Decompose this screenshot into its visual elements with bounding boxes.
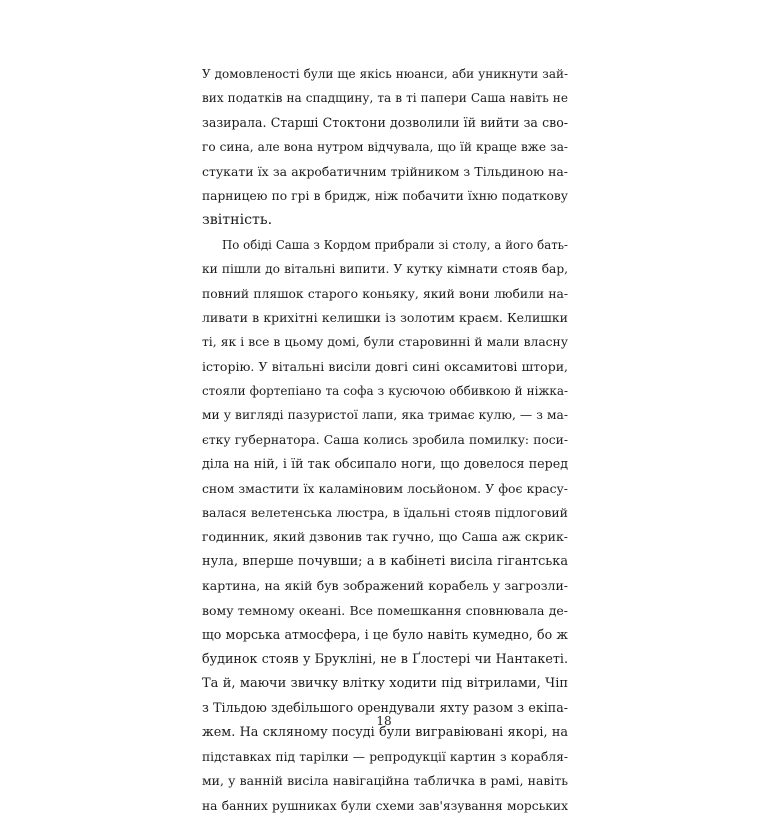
text-line: ті, як і все в цьому домі, були старовинні й мали власну (202, 335, 568, 350)
text-line: єтку губернатора. Саша колись зробила помилку: поси- (202, 432, 568, 447)
text-line: нула, вперше почувши; а в кабінеті висіла гігантська (202, 553, 568, 569)
text-line: вих податків на спадщину, та в ті папери Саша навіть не (202, 91, 568, 106)
text-line: стукати їх за акробатичним трійником з Тільдиною на- (202, 163, 568, 179)
text-line: картина, на якій був зображений корабель у загрозли- (202, 578, 568, 594)
text-line: вому темному океані. Все помешкання сповнювала де- (202, 602, 568, 618)
text-line: ми у вигляді пазуристої лапи, яка тримає кулю, — з ма- (202, 408, 568, 423)
text-line: з Тільдою здебільшого орендували яхту разом з екіпа- (202, 700, 568, 716)
body-text (202, 62, 568, 818)
text-line: У домовленості були ще якісь нюанси, аби уникнути зай- (202, 67, 568, 81)
text-line: валася велетенська люстра, в їдальні стояв підлоговий (202, 505, 568, 521)
text-line: стояли фортепіано та софа з кусючою оббивкою й ніжка- (202, 384, 568, 399)
text-line: діла на ній, і їй так обсипало ноги, що довелося перед (202, 456, 568, 472)
paragraph-1 (202, 62, 568, 233)
text-line: жем. На скляному посуді були вигравіювані якорі, на (202, 724, 568, 740)
text-line: зазирала. Старші Стоктони дозволили їй вийти за сво- (202, 114, 568, 130)
paragraph-2 (202, 233, 568, 818)
text-line: історію. У вітальні висіли довгі сині оксамитові штори, (202, 358, 568, 374)
text-line: на банних рушниках були схеми зав'язування морських (202, 798, 568, 813)
text-line: го сина, але вона нутром відчувала, що їй краще вже за- (202, 140, 568, 155)
text-line: ки пішли до вітальні випити. У кутку кімнати стояв бар, (202, 262, 568, 277)
page-number: 18 (376, 714, 392, 728)
text-line: що морська атмосфера, і це було навіть кумедно, бо ж (202, 626, 568, 642)
text-line: ми, у ванній висіла навігаційна табличка в рамі, навіть (202, 773, 568, 789)
text-line: звітність. (202, 212, 273, 229)
text-line: підставках під тарілки — репродукції картин з корабля- (202, 749, 568, 764)
text-line: будинок стояв у Брукліні, не в Ґлостері чи Нантакеті. (202, 651, 568, 667)
text-line: Та й, маючи звичку влітку ходити під вітрилами, Чіп (202, 675, 568, 691)
text-line: годинник, який дзвонив так гучно, що Саша аж скрик- (202, 529, 568, 545)
text-line: ливати в крихітні келишки із золотим краєм. Келишки (202, 309, 568, 325)
text-line: По обіді Саша з Кордом прибрали зі столу, а його бать- (222, 237, 568, 252)
text-line: повний пляшок старого коньяку, який вони любили на- (202, 286, 568, 301)
text-line: сном змастити їх каламіновим лосьйоном. У фоє красу- (202, 481, 568, 496)
text-line: парницею по грі в бридж, ніж побачити їхню податкову (202, 188, 568, 203)
